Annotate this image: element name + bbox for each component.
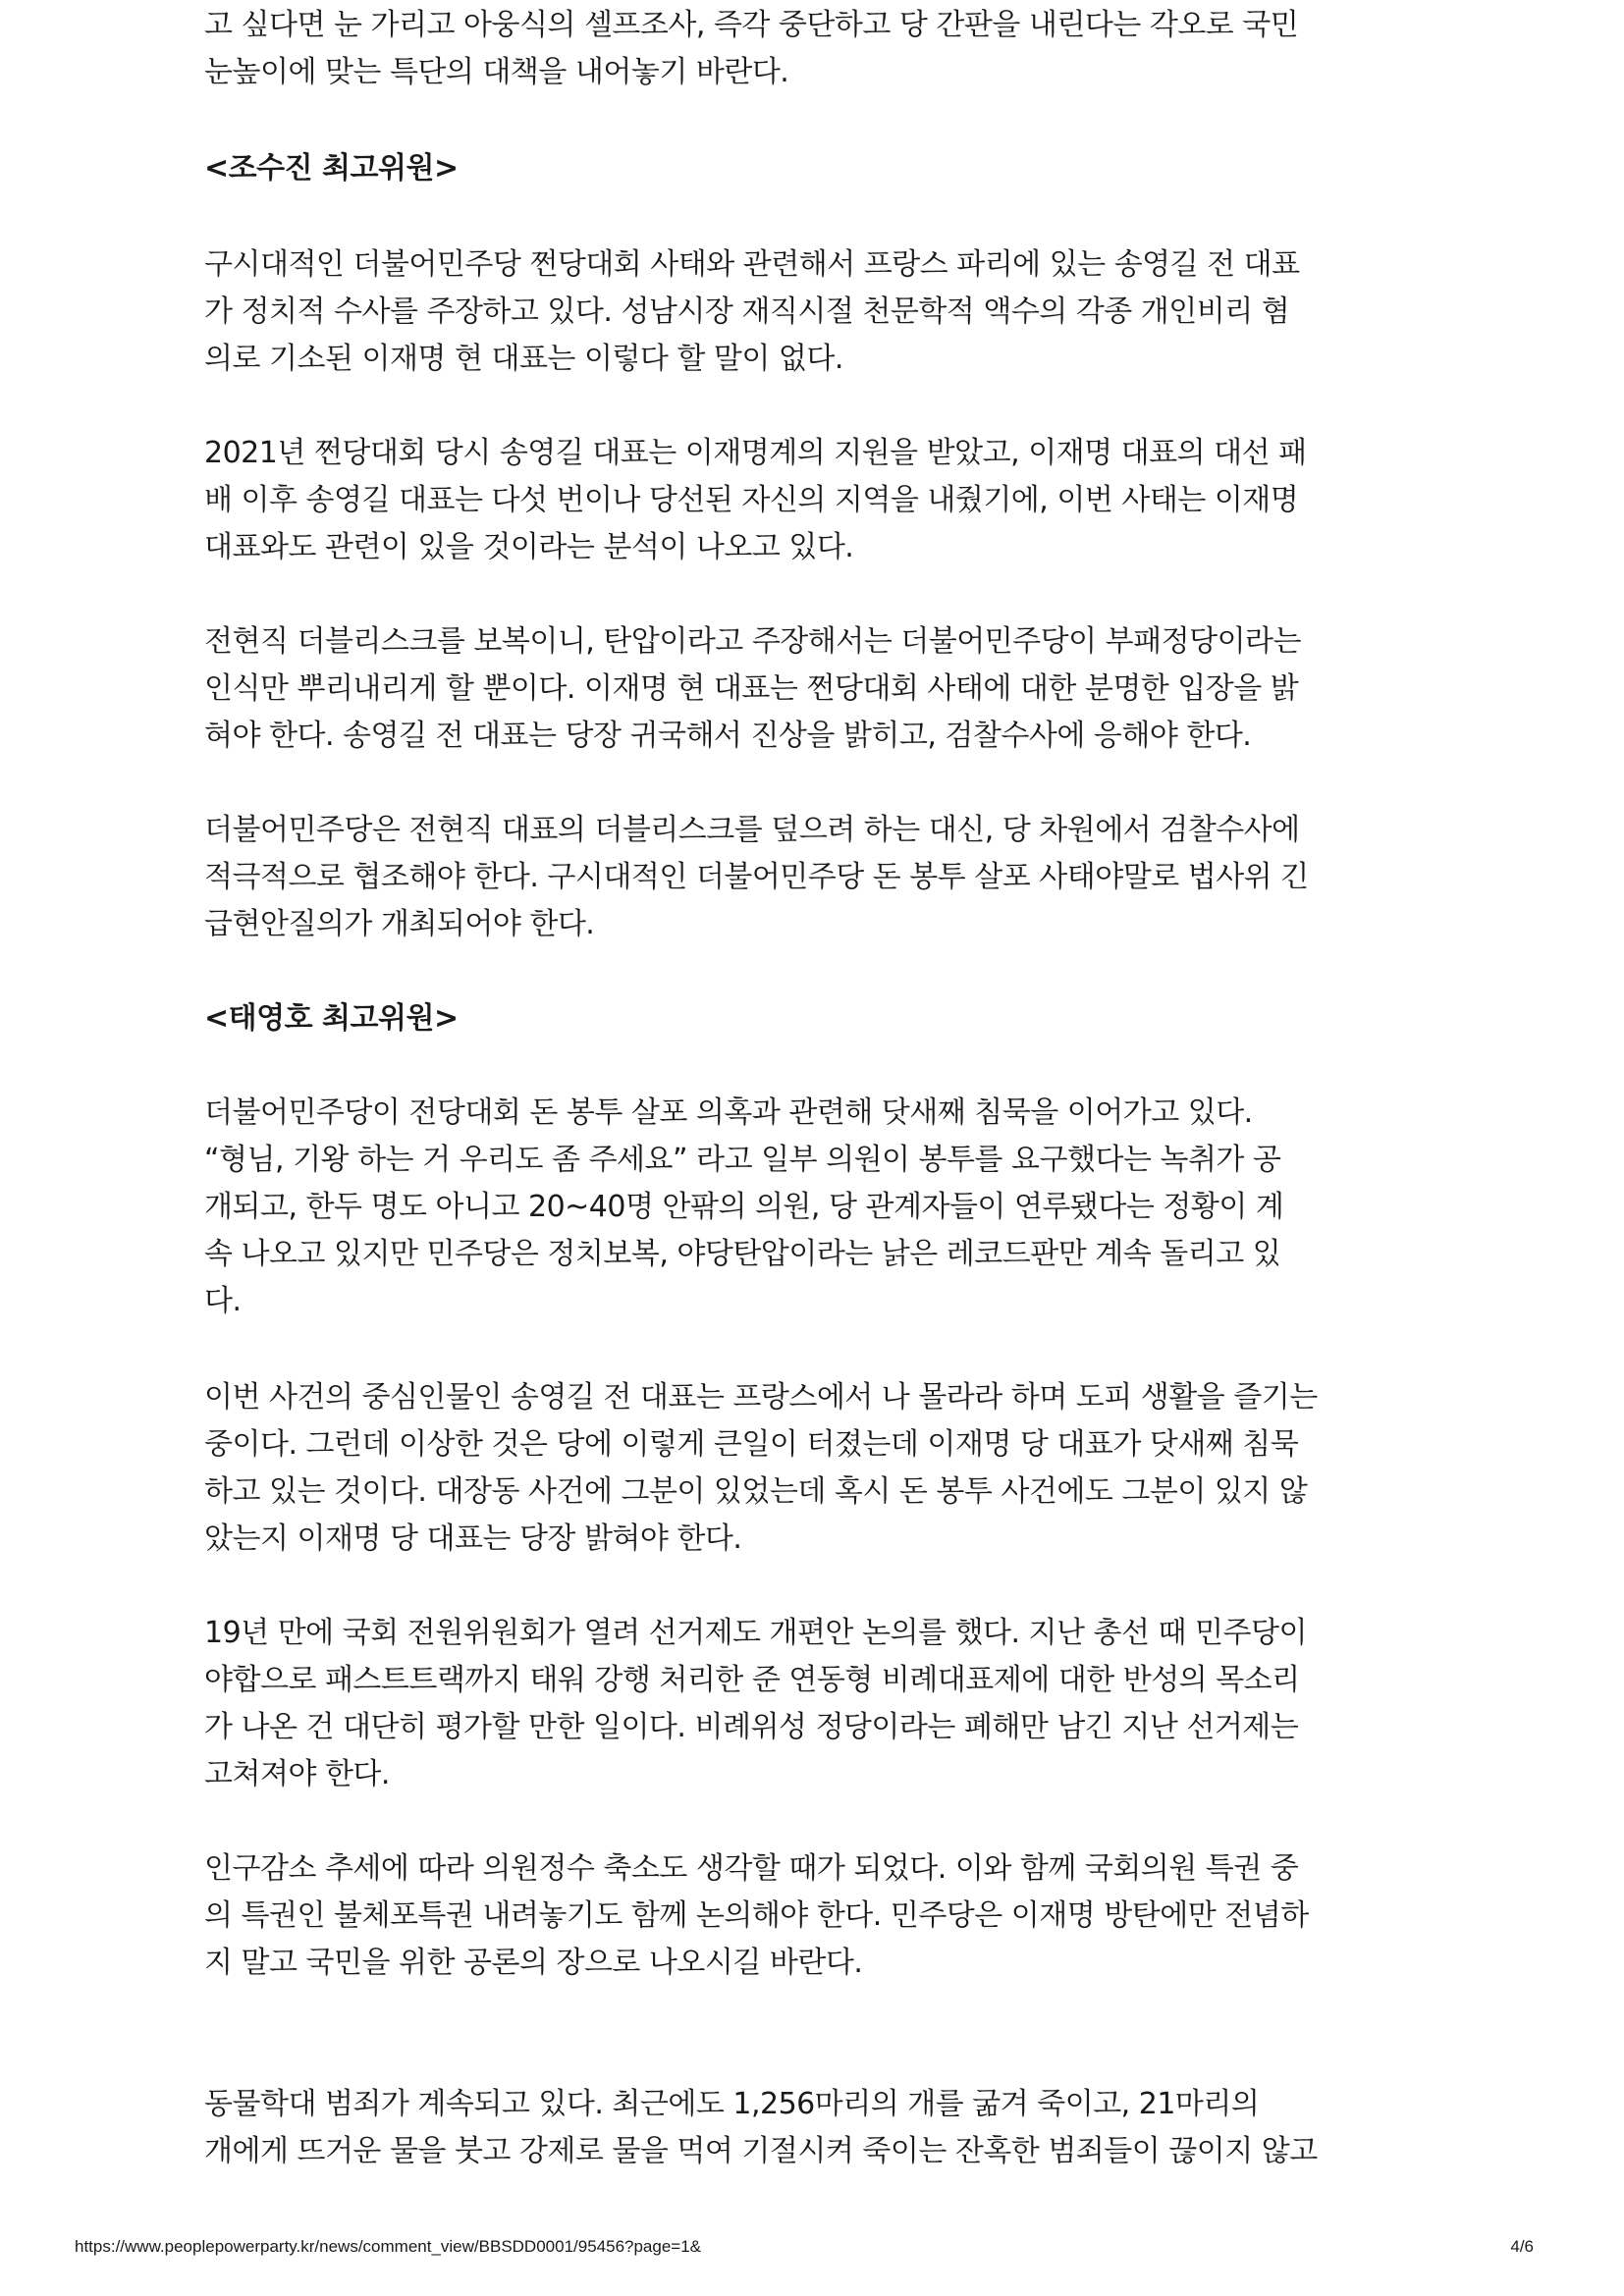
- paragraph: 이번 사건의 중심인물인 송영길 전 대표는 프랑스에서 나 몰라라 하며 도피 생활을 즐기는 중이다. 그런데 이상한 것은 당에 이렇게 큰일이 터졌는데 이재명 당 대표가 닷새째 침묵 하고 있는 것이다. 대장동 사건에 그분이 있었는데 혹시 돈 봉투 사건에도 그분이 있지 않 았는지 이재명 당 대표는 당장 밝혀야 한다.: [204, 1380, 1318, 1556]
- page-number: 4/6: [1510, 2237, 1534, 2256]
- paragraph: 더불어민주당이 전당대회 돈 봉투 살포 의혹과 관련해 닷새째 침묵을 이어가고 있다. “형님, 기왕 하는 거 우리도 좀 주세요” 라고 일부 의원이 봉투를 요구했다는 녹취가 공 개되고, 한두 명도 아니고 20~40명 안팎의 의원, 당 관계자들이 연루됐다는 정황이 계 속 나오고 있지만 민주당은 정치보복, 야당탄압이라는 낡은 레코드판만 계속 돌리고 있 다.: [204, 1095, 1284, 1318]
- paragraph: 19년 만에 국회 전원위원회가 열려 선거제도 개편안 논의를 했다. 지난 총선 때 민주당이 야합으로 패스트트랙까지 태워 강행 처리한 준 연동형 비례대표제에 대한 반성의 목소리 가 나온 건 대단히 평가할 만한 일이다. 비례위성 정당이라는 폐해만 남긴 지난 선거제는 고쳐져야 한다.: [204, 1616, 1307, 1791]
- paragraph: 전현직 더블리스크를 보복이니, 탄압이라고 주장해서는 더불어민주당이 부패정당이라는 인식만 뿌리내리게 할 뿐이다. 이재명 현 대표는 쩐당대회 사태에 대한 분명한 입장을 밝 혀야 한다. 송영길 전 대표는 당장 귀국해서 진상을 밝히고, 검찰수사에 응해야 한다.: [204, 624, 1302, 753]
- paragraph: 동물학대 범죄가 계속되고 있다. 최근에도 1,256마리의 개를 굶겨 죽이고, 21마리의 개에게 뜨거운 물을 붓고 강제로 물을 먹여 기절시켜 죽이는 잔혹한 범죄들이 끊이지 않고: [204, 2087, 1318, 2168]
- paragraph-intro-continuation: 고 싶다면 눈 가리고 아웅식의 셀프조사, 즉각 중단하고 당 간판을 내린다는 각오로 국민 눈높이에 맞는 특단의 대책을 내어놓기 바란다.: [204, 8, 1299, 89]
- section-heading-tae-yongho: <태영호 최고위원>: [204, 1001, 459, 1036]
- paragraph: 2021년 쩐당대회 당시 송영길 대표는 이재명계의 지원을 받았고, 이재명 대표의 대선 패 배 이후 송영길 대표는 다섯 번이나 당선된 자신의 지역을 내줬기에, 이번 사태는 이재명 대표와도 관련이 있을 것이라는 분석이 나오고 있다.: [204, 436, 1307, 564]
- paragraph: 구시대적인 더불어민주당 쩐당대회 사태와 관련해서 프랑스 파리에 있는 송영길 전 대표 가 정치적 수사를 주장하고 있다. 성남시장 재직시절 천문학적 액수의 각종 개인비리 혐 의로 기소된 이재명 현 대표는 이렇다 할 말이 없다.: [204, 247, 1300, 376]
- section-heading-jo-sujin: <조수진 최고위원>: [204, 151, 459, 186]
- paragraph: 더불어민주당은 전현직 대표의 더블리스크를 덮으려 하는 대신, 당 차원에서 검찰수사에 적극적으로 협조해야 한다. 구시대적인 더불어민주당 돈 봉투 살포 사태야말로 법사위 긴 급현안질의가 개최되어야 한다.: [204, 813, 1309, 941]
- paragraph: 인구감소 추세에 따라 의원정수 축소도 생각할 때가 되었다. 이와 함께 국회의원 특권 중 의 특권인 불체포특권 내려놓기도 함께 논의해야 한다. 민주당은 이재명 방탄에만 전념하 지 말고 국민을 위한 공론의 장으로 나오시길 바란다.: [204, 1851, 1309, 1980]
- footer-url: https://www.peoplepowerparty.kr/news/comment_view/BBSDD0001/95456?page=1&: [75, 2237, 702, 2256]
